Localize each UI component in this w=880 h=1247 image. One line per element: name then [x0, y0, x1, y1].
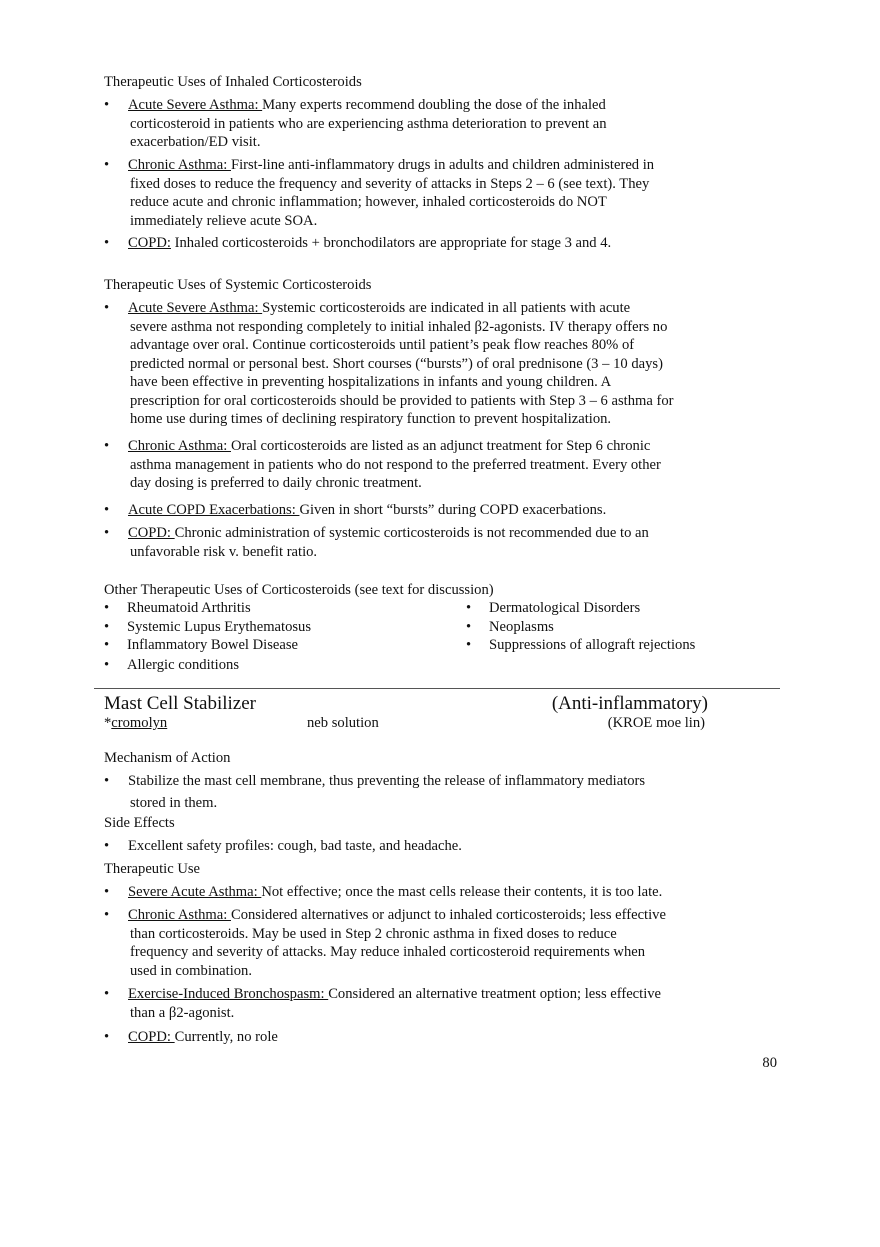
list-item — [104, 883, 724, 902]
item-text: Considered alternatives or adjunct to inhaled corticosteroids; less effective — [230, 907, 666, 923]
section-heading-moa: Mechanism of Action — [104, 750, 231, 766]
item-label: Chronic Asthma: — [128, 438, 231, 454]
list-item — [104, 156, 724, 230]
bullet-icon: • — [104, 986, 110, 1002]
item-label: COPD: — [128, 525, 175, 541]
item-label: COPD: — [128, 1029, 175, 1045]
drug-pronunciation: (KROE moe lin) — [607, 715, 705, 731]
bullet-icon: • — [104, 637, 110, 653]
item-text: Currently, no role — [174, 1029, 278, 1045]
item-text: than corticosteroids. May be used in Step 2 chronic asthma in fixed doses to reduce — [130, 925, 617, 942]
bullet-icon: • — [104, 438, 110, 454]
bullet-icon: • — [466, 600, 472, 616]
item-text: exacerbation/ED visit. — [130, 134, 261, 150]
item-text: prescription for oral corticosteroids should be provided to patients with Step 3 – 6 asthma for — [130, 392, 674, 409]
item-text: predicted normal or personal best. Short courses (“bursts”) of oral prednisone (3 – 10 days) — [130, 355, 663, 372]
item-label: Acute Severe Asthma: — [128, 300, 263, 316]
item-text: Excellent safety profiles: cough, bad taste, and headache. — [128, 838, 462, 854]
item-label: Chronic Asthma: — [128, 157, 231, 173]
item-text: frequency and severity of attacks. May reduce inhaled corticosteroid requirements when — [130, 944, 646, 960]
item-text: Systemic Lupus Erythematosus — [127, 619, 312, 635]
list-item — [466, 618, 554, 637]
list-item — [104, 501, 724, 520]
item-text: Stabilize the mast cell membrane, thus preventing the release of inflammatory mediators — [128, 773, 646, 789]
item-text: used in combination. — [130, 962, 253, 979]
item-text: Chronic administration of systemic corticosteroids is not recommended due to an — [174, 525, 649, 541]
item-label: Acute Severe Asthma: — [128, 97, 263, 113]
item-text: Systemic corticosteroids are indicated in all patients with acute — [262, 300, 631, 316]
list-item — [104, 772, 724, 812]
drug-class-category: (Anti-inflammatory) — [551, 693, 708, 714]
item-label: Severe Acute Asthma: — [128, 884, 262, 900]
item-text: Given in short “bursts” during COPD exacerbations. — [299, 502, 607, 518]
bullet-icon: • — [104, 907, 110, 923]
drug-generic-name: cromolyn — [111, 715, 168, 731]
section-heading-therapeutic-use: Therapeutic Use — [104, 861, 201, 877]
item-label: Exercise-Induced Bronchospasm: — [128, 986, 329, 1002]
item-text: immediately relieve acute SOA. — [130, 212, 318, 229]
drug-marker: * — [104, 715, 112, 731]
item-text: Oral corticosteroids are listed as an adjunct treatment for Step 6 chronic — [230, 438, 651, 454]
item-text: day dosing is preferred to daily chronic treatment. — [130, 475, 422, 491]
item-text: Neoplasms — [489, 619, 554, 635]
item-text: advantage over oral. Continue corticosteroids until patient’s peak flow reaches 80% of — [130, 337, 635, 353]
section-heading-systemic: Therapeutic Uses of Systemic Corticosteroids — [104, 277, 372, 293]
bullet-icon: • — [104, 97, 110, 113]
item-text: Many experts recommend doubling the dose of the inhaled — [262, 97, 606, 113]
list-item — [104, 1028, 724, 1047]
item-text: Considered an alternative treatment option; less effective — [328, 986, 662, 1002]
list-item — [104, 656, 239, 675]
item-text: severe asthma not responding completely to initial inhaled β2-agonists. IV therapy offers no — [130, 318, 668, 335]
item-text: Inhaled corticosteroids + bronchodilators are appropriate for stage 3 and 4. — [170, 235, 612, 251]
item-text: reduce acute and chronic inflammation; however, inhaled corticosteroids do NOT — [130, 194, 607, 210]
bullet-icon: • — [104, 884, 110, 900]
item-text: Allergic conditions — [127, 657, 240, 673]
bullet-icon: • — [104, 235, 110, 251]
item-text: Not effective; once the mast cells release their contents, it is too late. — [261, 884, 663, 900]
drug-class-title: Mast Cell Stabilizer — [104, 693, 256, 714]
list-item — [104, 837, 724, 856]
list-item — [104, 437, 724, 493]
bullet-icon: • — [104, 157, 110, 173]
item-text: fixed doses to reduce the frequency and severity of attacks in Steps 2 – 6 (see text). They — [130, 175, 650, 192]
section-heading-inhaled: Therapeutic Uses of Inhaled Corticosteroids — [104, 74, 362, 90]
list-item — [104, 524, 724, 561]
list-item — [104, 299, 724, 429]
section-heading-other: Other Therapeutic Uses of Corticosteroids (see text for discussion) — [104, 582, 494, 598]
bullet-icon: • — [104, 1029, 110, 1045]
item-text: Rheumatoid Arthritis — [127, 600, 251, 616]
section-divider — [94, 688, 780, 689]
drug-name — [104, 714, 167, 733]
bullet-icon: • — [104, 300, 110, 316]
bullet-icon: • — [466, 619, 472, 635]
bullet-icon: • — [104, 773, 110, 789]
drug-form: neb solution — [307, 715, 379, 731]
bullet-icon: • — [466, 637, 472, 653]
bullet-icon: • — [104, 657, 110, 673]
item-text: unfavorable risk v. benefit ratio. — [130, 543, 318, 560]
item-text: have been effective in preventing hospitalizations in infants and young children. A — [130, 374, 612, 390]
item-text: Dermatological Disorders — [489, 600, 641, 616]
list-item — [104, 618, 311, 637]
item-text: home use during times of declining respiratory function to prevent hospitalization. — [130, 411, 612, 427]
bullet-icon: • — [104, 525, 110, 541]
bullet-icon: • — [104, 600, 110, 616]
item-label: COPD: — [128, 235, 171, 251]
list-item — [104, 234, 724, 253]
item-text: First-line anti-inflammatory drugs in adults and children administered in — [230, 157, 655, 173]
item-text: stored in them. — [130, 794, 218, 811]
item-text: Inflammatory Bowel Disease — [127, 637, 299, 653]
item-label: Acute COPD Exacerbations: — [128, 502, 300, 518]
list-item — [104, 599, 251, 618]
page-number: 80 — [762, 1055, 777, 1071]
item-label: Chronic Asthma: — [128, 907, 231, 923]
list-item — [466, 636, 695, 655]
bullet-icon: • — [104, 838, 110, 854]
item-text: than a β2-agonist. — [130, 1004, 235, 1021]
bullet-icon: • — [104, 619, 110, 635]
bullet-icon: • — [104, 502, 110, 518]
list-item — [104, 985, 724, 1022]
item-text: corticosteroid in patients who are experiencing asthma deterioration to prevent an — [130, 115, 607, 132]
list-item — [104, 636, 298, 655]
item-text: Suppressions of allograft rejections — [489, 637, 696, 653]
list-item — [104, 96, 724, 152]
item-text: asthma management in patients who do not respond to the preferred treatment. Every other — [130, 456, 661, 473]
list-item — [104, 906, 724, 980]
list-item — [466, 599, 640, 618]
section-heading-side-effects: Side Effects — [104, 815, 175, 831]
